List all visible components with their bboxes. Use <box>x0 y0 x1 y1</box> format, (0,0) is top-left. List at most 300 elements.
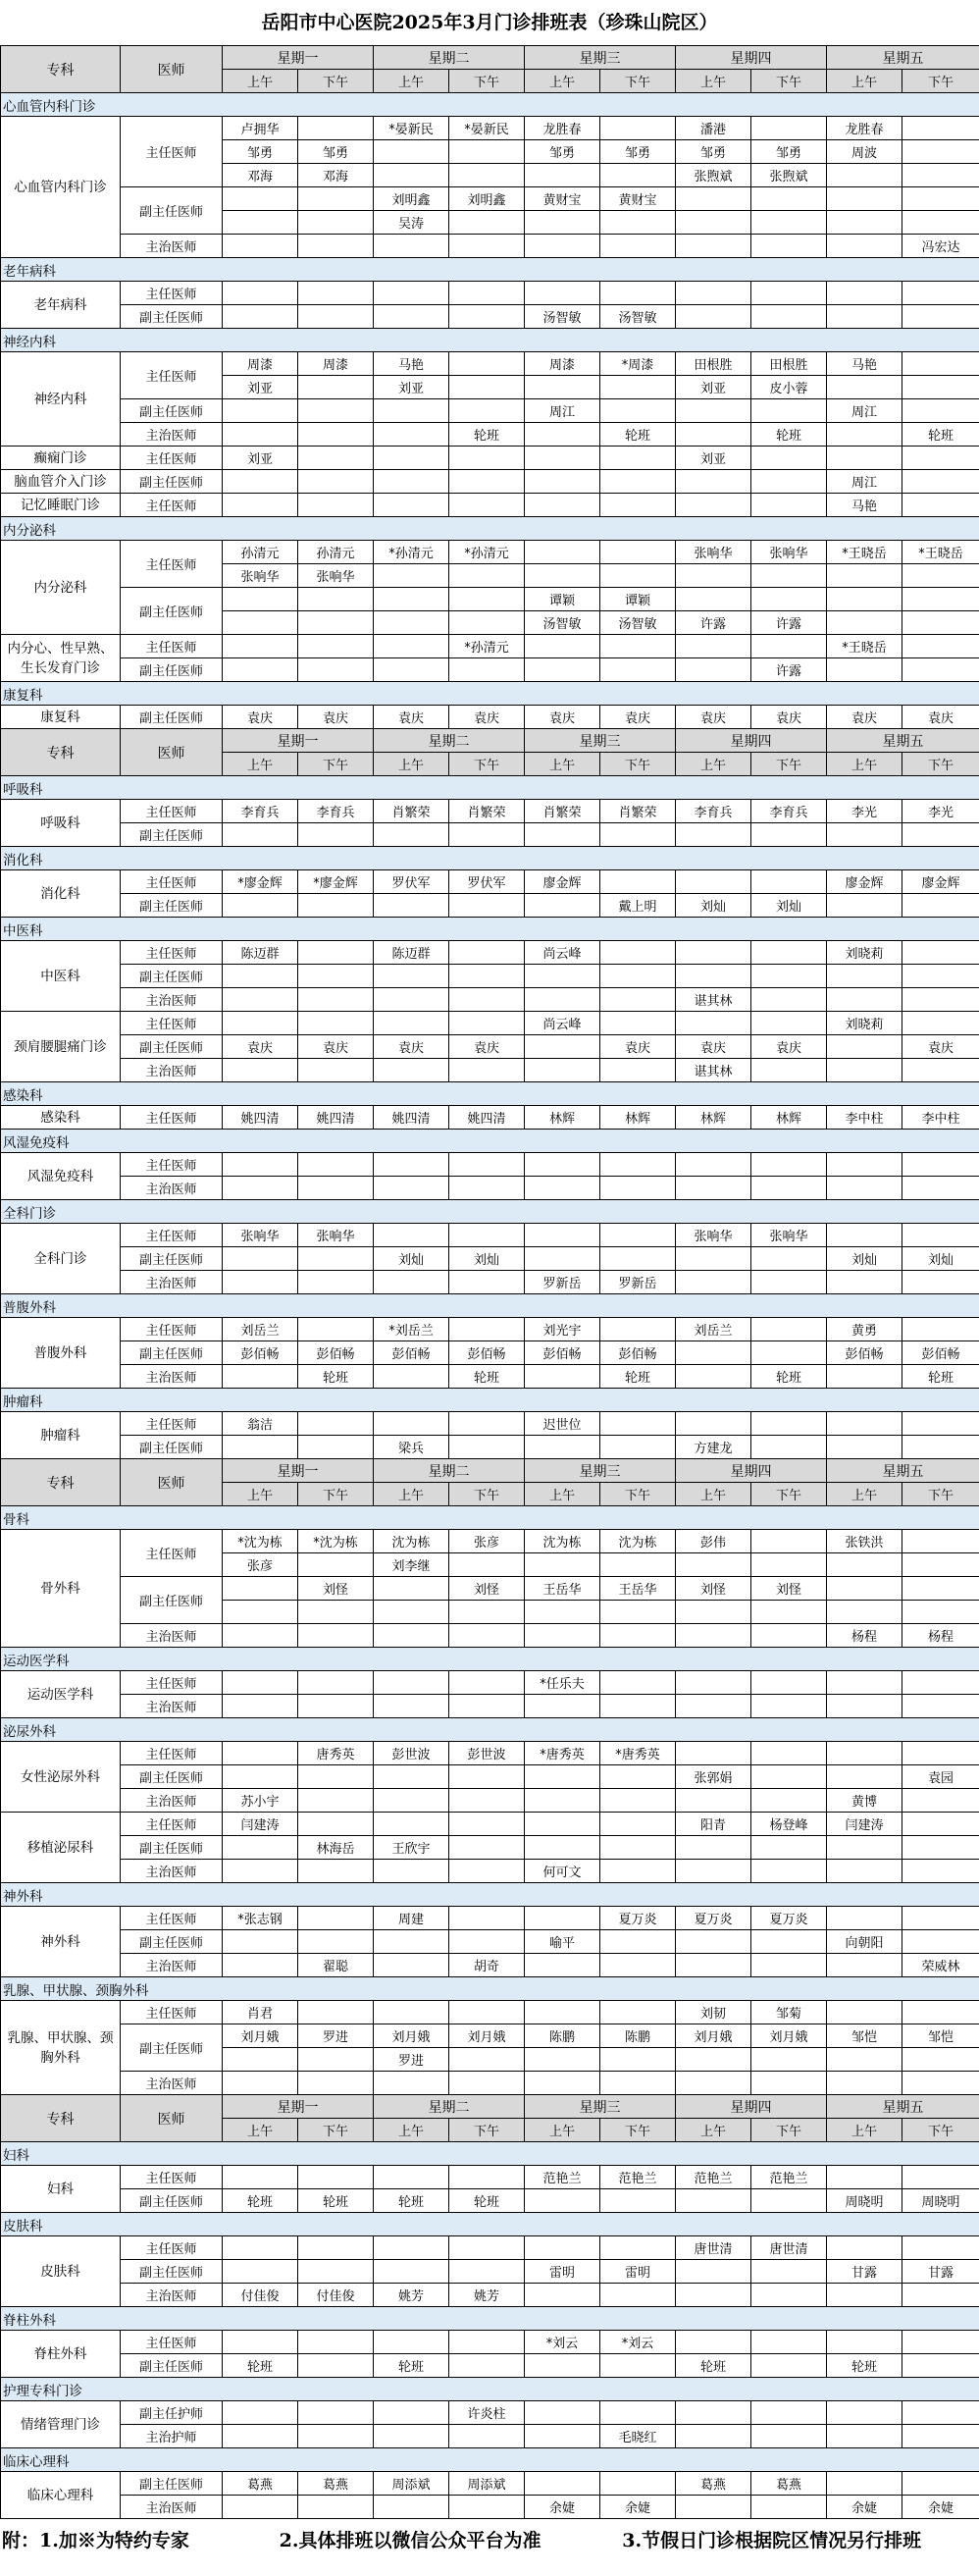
schedule-cell <box>298 187 374 211</box>
schedule-cell <box>223 823 298 847</box>
schedule-cell: 周添斌 <box>374 2472 449 2496</box>
section-row <box>1 2307 979 2331</box>
schedule-row <box>1 941 979 965</box>
section-row <box>1 1506 979 1530</box>
schedule-row <box>1 1742 979 1765</box>
schedule-cell <box>676 187 751 211</box>
schedule-cell <box>676 635 751 658</box>
schedule-cell <box>298 823 374 847</box>
schedule-cell <box>902 1436 979 1459</box>
department-name: 神经内科 <box>1 352 121 447</box>
schedule-row <box>1 1341 979 1365</box>
schedule-cell <box>827 988 902 1012</box>
doctor-title: 副主任护师 <box>121 2401 223 2425</box>
schedule-cell <box>827 1954 902 1977</box>
schedule-cell <box>223 1954 298 1977</box>
schedule-cell <box>902 1530 979 1553</box>
schedule-cell: 陈迈群 <box>223 941 298 965</box>
schedule-row <box>1 1035 979 1059</box>
schedule-cell <box>751 1530 827 1553</box>
schedule-cell: 肖繁荣 <box>374 800 449 823</box>
schedule-cell: 彭佰畅 <box>600 1341 676 1365</box>
schedule-cell <box>223 1860 298 1883</box>
doctor-header: 医师 <box>121 729 223 776</box>
schedule-cell: 廖金辉 <box>525 870 600 894</box>
doctor-title: 副主任医师 <box>121 894 223 918</box>
schedule-cell <box>374 1954 449 1977</box>
pm-header: 下午 <box>298 753 374 776</box>
schedule-cell: 彭世波 <box>449 1742 525 1765</box>
schedule-cell <box>600 1318 676 1341</box>
schedule-cell <box>751 2354 827 2378</box>
schedule-cell <box>449 1624 525 1648</box>
schedule-cell <box>223 2260 298 2284</box>
section-title: 护理专科门诊 <box>1 2378 979 2401</box>
schedule-cell: 吴涛 <box>374 211 449 235</box>
schedule-cell: 阳青 <box>676 1813 751 1836</box>
schedule-cell <box>449 894 525 918</box>
schedule-cell <box>223 494 298 517</box>
schedule-cell: 梁兵 <box>374 1436 449 1459</box>
schedule-cell <box>374 305 449 329</box>
schedule-cell <box>600 1813 676 1836</box>
schedule-cell <box>223 1577 298 1601</box>
schedule-cell <box>676 1671 751 1695</box>
schedule-cell <box>298 1059 374 1082</box>
section-row <box>1 682 979 706</box>
schedule-cell <box>676 235 751 258</box>
schedule-cell <box>600 1765 676 1789</box>
schedule-cell <box>374 2401 449 2425</box>
schedule-cell: 周漆 <box>298 352 374 376</box>
department-name: 记忆睡眠门诊 <box>1 494 121 517</box>
schedule-cell: 肖繁荣 <box>600 800 676 823</box>
schedule-cell: 谌其林 <box>676 988 751 1012</box>
schedule-cell: 田根胜 <box>676 352 751 376</box>
schedule-cell <box>751 870 827 894</box>
schedule-row <box>1 2284 979 2307</box>
doctor-title: 主任医师 <box>121 2236 223 2260</box>
schedule-cell <box>525 2425 600 2448</box>
schedule-cell <box>223 423 298 447</box>
schedule-cell <box>827 1412 902 1436</box>
schedule-cell: 袁庆 <box>902 706 979 729</box>
schedule-cell <box>676 1789 751 1813</box>
schedule-cell <box>751 1247 827 1271</box>
schedule-cell <box>751 1742 827 1765</box>
schedule-cell <box>600 2354 676 2378</box>
schedule-cell: 轮班 <box>751 1365 827 1389</box>
schedule-cell <box>600 1059 676 1082</box>
schedule-cell <box>827 2472 902 2496</box>
footer-note-1: 附：1.加※为特约专家 <box>2 2530 189 2551</box>
schedule-cell <box>374 2260 449 2284</box>
schedule-row <box>1 117 979 140</box>
schedule-row <box>1 2166 979 2189</box>
schedule-row <box>1 1436 979 1459</box>
schedule-row <box>1 282 979 305</box>
schedule-cell: 袁庆 <box>298 1035 374 1059</box>
schedule-cell: 轮班 <box>449 423 525 447</box>
schedule-cell <box>223 2401 298 2425</box>
schedule-cell: 张铁洪 <box>827 1530 902 1553</box>
doctor-title: 主任医师 <box>121 2001 223 2024</box>
schedule-cell <box>449 823 525 847</box>
schedule-row <box>1 1765 979 1789</box>
doctor-title: 副主任医师 <box>121 965 223 988</box>
doctor-title: 副主任医师 <box>121 470 223 494</box>
schedule-cell <box>223 282 298 305</box>
doctor-title: 副主任医师 <box>121 823 223 847</box>
schedule-cell: 李育兵 <box>751 800 827 823</box>
schedule-row <box>1 1954 979 1977</box>
section-title: 心血管内科门诊 <box>1 93 979 117</box>
schedule-cell <box>902 305 979 329</box>
schedule-cell <box>902 2001 979 2024</box>
schedule-cell <box>525 1907 600 1930</box>
schedule-cell <box>374 1153 449 1177</box>
schedule-cell <box>374 423 449 447</box>
department-name: 情绪管理门诊 <box>1 2401 121 2448</box>
schedule-cell: 夏万炎 <box>751 1907 827 1930</box>
schedule-cell <box>902 1695 979 1718</box>
pm-header: 下午 <box>902 753 979 776</box>
schedule-cell <box>223 1059 298 1082</box>
schedule-cell <box>751 588 827 611</box>
doctor-title: 主任医师 <box>121 447 223 470</box>
schedule-cell <box>827 1742 902 1765</box>
schedule-cell <box>449 2260 525 2284</box>
schedule-cell: 张响华 <box>223 564 298 588</box>
schedule-row <box>1 1530 979 1553</box>
schedule-cell: 林辉 <box>600 1106 676 1130</box>
schedule-cell <box>374 564 449 588</box>
schedule-cell: 邹恺 <box>827 2024 902 2048</box>
schedule-cell: 彭佰畅 <box>223 1341 298 1365</box>
schedule-cell <box>374 1813 449 1836</box>
schedule-cell <box>223 988 298 1012</box>
section-title: 康复科 <box>1 682 979 706</box>
schedule-cell: 刘亚 <box>676 376 751 399</box>
schedule-cell <box>676 399 751 423</box>
schedule-cell <box>902 611 979 635</box>
schedule-cell <box>751 1318 827 1341</box>
schedule-cell <box>525 1553 600 1577</box>
schedule-cell: *晏新民 <box>449 117 525 140</box>
pm-header: 下午 <box>449 753 525 776</box>
day-header: 星期五 <box>827 729 979 753</box>
schedule-cell <box>751 1624 827 1648</box>
day-header: 星期四 <box>676 729 827 753</box>
schedule-cell <box>676 1930 751 1954</box>
schedule-cell: *孙清元 <box>374 541 449 564</box>
schedule-row <box>1 635 979 658</box>
schedule-cell <box>902 1671 979 1695</box>
schedule-cell <box>449 1153 525 1177</box>
am-header: 上午 <box>374 2119 449 2142</box>
schedule-cell <box>600 1153 676 1177</box>
department-name: 妇科 <box>1 2166 121 2213</box>
schedule-cell <box>827 1035 902 1059</box>
schedule-row <box>1 1671 979 1695</box>
schedule-cell <box>298 1012 374 1035</box>
schedule-cell: 廖金辉 <box>902 870 979 894</box>
schedule-row <box>1 2472 979 2496</box>
schedule-cell <box>525 823 600 847</box>
schedule-cell <box>676 1742 751 1765</box>
schedule-cell: 刘月娥 <box>449 2024 525 2048</box>
schedule-cell: 刘月娥 <box>223 2024 298 2048</box>
schedule-cell <box>827 658 902 682</box>
schedule-cell <box>374 823 449 847</box>
schedule-cell <box>525 2072 600 2095</box>
schedule-cell <box>449 965 525 988</box>
schedule-cell <box>751 1601 827 1624</box>
day-header: 星期一 <box>223 729 374 753</box>
day-header: 星期四 <box>676 46 827 70</box>
schedule-cell <box>449 494 525 517</box>
schedule-cell <box>751 1789 827 1813</box>
schedule-cell: 周波 <box>827 140 902 164</box>
schedule-cell <box>751 564 827 588</box>
schedule-cell <box>827 2401 902 2425</box>
schedule-row <box>1 1577 979 1601</box>
schedule-cell <box>449 1813 525 1836</box>
schedule-cell: 刘亚 <box>223 447 298 470</box>
schedule-cell: *刘云 <box>525 2331 600 2354</box>
schedule-cell <box>902 494 979 517</box>
schedule-cell <box>751 2260 827 2284</box>
schedule-cell <box>902 1813 979 1836</box>
department-name: 普腹外科 <box>1 1318 121 1389</box>
schedule-cell <box>600 2048 676 2072</box>
schedule-row <box>1 1860 979 1883</box>
header-row <box>1 46 979 70</box>
schedule-cell <box>827 2001 902 2024</box>
schedule-cell: 陈鹏 <box>525 2024 600 2048</box>
schedule-cell <box>298 1601 374 1624</box>
schedule-cell <box>298 635 374 658</box>
schedule-cell <box>600 1860 676 1883</box>
schedule-cell <box>449 1930 525 1954</box>
day-header: 星期五 <box>827 46 979 70</box>
day-header: 星期三 <box>525 2095 676 2119</box>
section-title: 皮肤科 <box>1 2213 979 2236</box>
schedule-cell <box>223 1765 298 1789</box>
schedule-cell <box>374 140 449 164</box>
schedule-cell <box>827 1365 902 1389</box>
schedule-cell: 闫建涛 <box>223 1813 298 1836</box>
schedule-cell <box>827 1177 902 1200</box>
schedule-cell: 沈为栋 <box>374 1530 449 1553</box>
schedule-cell: 马艳 <box>827 352 902 376</box>
schedule-cell <box>449 164 525 187</box>
department-name: 肿瘤科 <box>1 1412 121 1459</box>
schedule-cell: 谌其林 <box>676 1059 751 1082</box>
schedule-cell <box>751 1177 827 1200</box>
schedule-cell <box>223 187 298 211</box>
section-row <box>1 258 979 282</box>
schedule-cell <box>223 235 298 258</box>
am-header: 上午 <box>827 753 902 776</box>
schedule-cell <box>751 823 827 847</box>
schedule-cell: 刘亚 <box>676 447 751 470</box>
schedule-cell <box>827 305 902 329</box>
schedule-cell <box>525 541 600 564</box>
am-header: 上午 <box>827 2119 902 2142</box>
doctor-title: 主任医师 <box>121 1318 223 1341</box>
schedule-cell <box>374 1930 449 1954</box>
schedule-cell <box>902 2236 979 2260</box>
schedule-cell: 袁庆 <box>600 706 676 729</box>
schedule-cell <box>298 305 374 329</box>
schedule-cell <box>525 1836 600 1860</box>
schedule-cell <box>600 2401 676 2425</box>
schedule-cell <box>449 352 525 376</box>
section-row <box>1 1294 979 1318</box>
doctor-title: 主任医师 <box>121 2166 223 2189</box>
section-title: 全科门诊 <box>1 1200 979 1224</box>
schedule-cell <box>298 1930 374 1954</box>
department-name: 临床心理科 <box>1 2472 121 2519</box>
schedule-cell <box>676 1601 751 1624</box>
schedule-cell <box>827 2284 902 2307</box>
schedule-cell <box>676 1624 751 1648</box>
schedule-cell <box>298 2401 374 2425</box>
pm-header: 下午 <box>298 2119 374 2142</box>
schedule-cell: 彭佰畅 <box>449 1341 525 1365</box>
schedule-row <box>1 1106 979 1130</box>
schedule-cell <box>676 211 751 235</box>
schedule-cell: 周添斌 <box>449 2472 525 2496</box>
schedule-cell <box>298 1553 374 1577</box>
schedule-cell: 邹勇 <box>751 140 827 164</box>
schedule-cell <box>449 2001 525 2024</box>
schedule-cell: 张响华 <box>223 1224 298 1247</box>
schedule-cell: 余婕 <box>827 2496 902 2519</box>
schedule-cell <box>600 282 676 305</box>
schedule-cell <box>525 2236 600 2260</box>
department-name: 全科门诊 <box>1 1224 121 1294</box>
section-title: 泌尿外科 <box>1 1718 979 1742</box>
schedule-cell: 罗伏军 <box>449 870 525 894</box>
schedule-cell <box>223 211 298 235</box>
schedule-cell: 袁庆 <box>525 706 600 729</box>
pm-header: 下午 <box>751 70 827 93</box>
schedule-cell <box>374 1224 449 1247</box>
schedule-cell: 袁庆 <box>374 1035 449 1059</box>
schedule-cell <box>751 1930 827 1954</box>
section-row <box>1 1883 979 1907</box>
schedule-cell <box>449 2166 525 2189</box>
doctor-title: 主任医师 <box>121 1012 223 1035</box>
section-row <box>1 776 979 800</box>
schedule-cell: 刘怪 <box>676 1577 751 1601</box>
section-title: 神经内科 <box>1 329 979 352</box>
schedule-cell <box>223 2236 298 2260</box>
schedule-cell <box>600 1553 676 1577</box>
schedule-cell <box>751 1012 827 1035</box>
schedule-cell: 张煦斌 <box>751 164 827 187</box>
schedule-cell <box>600 941 676 965</box>
doctor-title: 副主任医师 <box>121 1035 223 1059</box>
schedule-cell: *孙清元 <box>449 541 525 564</box>
schedule-cell <box>449 211 525 235</box>
schedule-cell <box>751 470 827 494</box>
pm-header: 下午 <box>449 2119 525 2142</box>
doctor-title: 主治医师 <box>121 1954 223 1977</box>
schedule-cell <box>449 447 525 470</box>
section-title: 感染科 <box>1 1082 979 1106</box>
schedule-cell <box>902 1860 979 1883</box>
schedule-cell <box>298 399 374 423</box>
schedule-cell: 袁庆 <box>449 706 525 729</box>
schedule-cell <box>827 376 902 399</box>
schedule-cell <box>374 1059 449 1082</box>
specialty-header: 专科 <box>1 1459 121 1506</box>
schedule-cell <box>449 1271 525 1294</box>
schedule-cell <box>374 2072 449 2095</box>
schedule-cell <box>525 1035 600 1059</box>
schedule-cell: 姚芳 <box>449 2284 525 2307</box>
schedule-cell <box>600 1624 676 1648</box>
schedule-cell <box>827 2331 902 2354</box>
schedule-cell: 李光 <box>827 800 902 823</box>
specialty-header: 专科 <box>1 2095 121 2142</box>
am-header: 上午 <box>676 70 751 93</box>
schedule-cell <box>449 1671 525 1695</box>
schedule-cell: 刘灿 <box>827 1247 902 1271</box>
schedule-cell: 刘晓莉 <box>827 941 902 965</box>
schedule-cell <box>298 235 374 258</box>
schedule-cell <box>374 494 449 517</box>
schedule-cell <box>902 1153 979 1177</box>
schedule-cell <box>374 1577 449 1601</box>
schedule-cell: 余婕 <box>600 2496 676 2519</box>
schedule-cell: 周晓明 <box>827 2189 902 2213</box>
schedule-cell <box>600 470 676 494</box>
am-header: 上午 <box>374 70 449 93</box>
doctor-title: 主任医师 <box>121 1412 223 1436</box>
section-row <box>1 1082 979 1106</box>
schedule-row <box>1 1059 979 1082</box>
schedule-cell <box>298 894 374 918</box>
schedule-cell: 卢拥华 <box>223 117 298 140</box>
schedule-cell <box>298 376 374 399</box>
section-title: 消化科 <box>1 847 979 870</box>
schedule-cell <box>374 588 449 611</box>
schedule-cell <box>902 1789 979 1813</box>
schedule-cell: 雷明 <box>600 2260 676 2284</box>
schedule-cell <box>751 1436 827 1459</box>
schedule-cell <box>223 1436 298 1459</box>
doctor-title: 主任医师 <box>121 352 223 399</box>
schedule-cell <box>827 1436 902 1459</box>
schedule-cell <box>374 2166 449 2189</box>
schedule-cell <box>449 1695 525 1718</box>
schedule-cell: 袁庆 <box>223 706 298 729</box>
schedule-cell <box>298 1271 374 1294</box>
schedule-cell: 刘亚 <box>374 376 449 399</box>
schedule-cell: 廖金辉 <box>827 870 902 894</box>
schedule-cell <box>902 823 979 847</box>
schedule-cell <box>600 494 676 517</box>
schedule-cell: *王晓岳 <box>902 541 979 564</box>
schedule-cell <box>902 2354 979 2378</box>
section-title: 中医科 <box>1 918 979 941</box>
schedule-cell <box>449 1860 525 1883</box>
doctor-title: 副主任医师 <box>121 187 223 235</box>
